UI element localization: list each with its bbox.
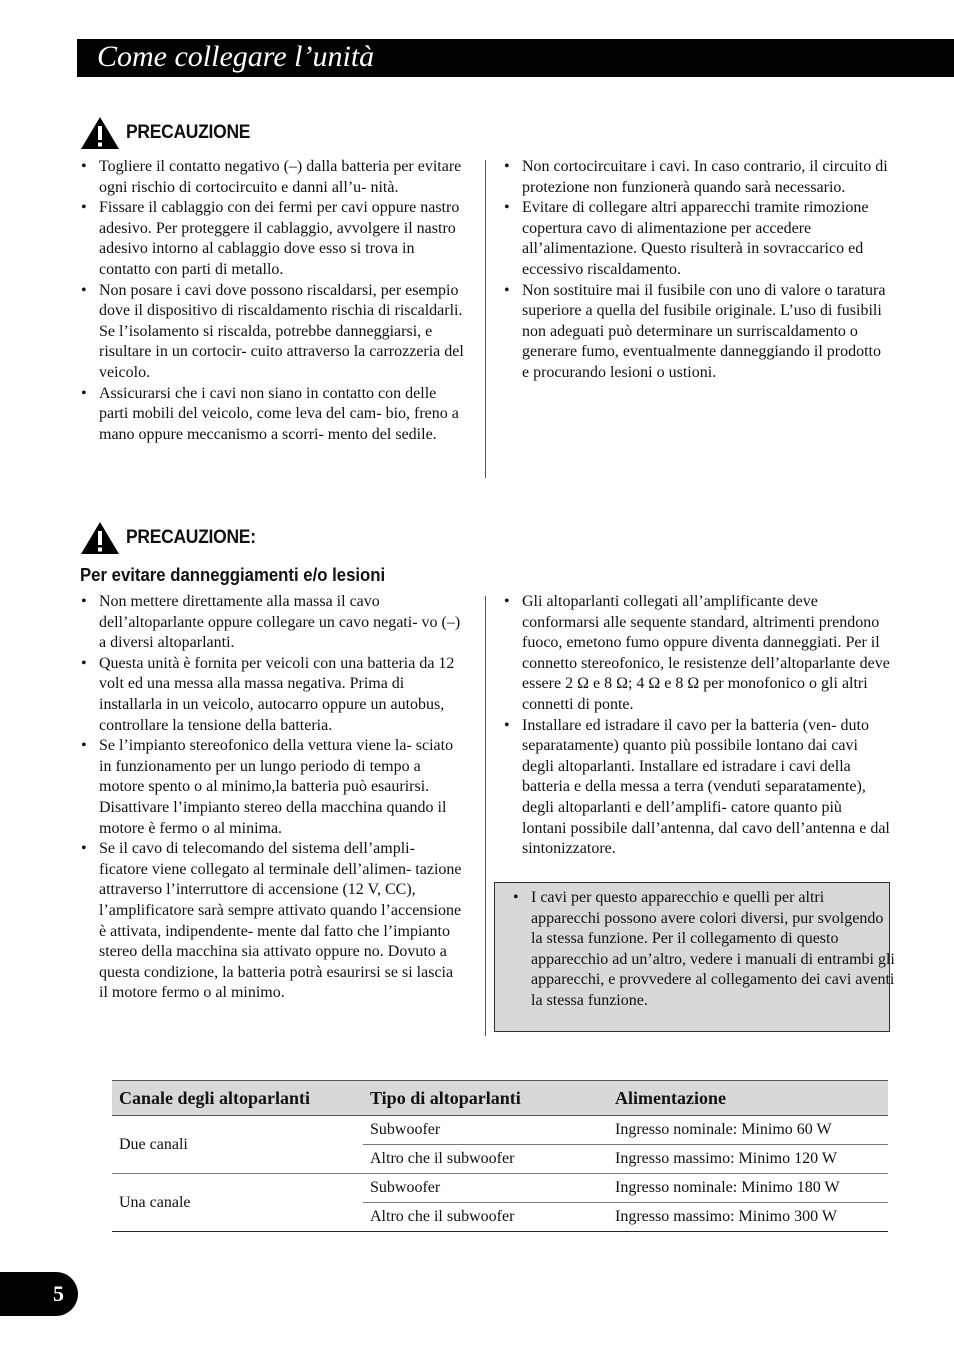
speaker-table [112, 1080, 888, 1232]
list-item: • Togliere il contatto negativo (–) dalla batteria per evitare ogni rischio di cortocircuito e danni all’u- nità. [79, 157, 465, 198]
channel-cell: Una canale [112, 1174, 363, 1232]
column-divider [485, 160, 486, 478]
list-item: • Questa unità è fornita per veicoli con una batteria da 12 volt ed una messa alla massa negativa. Prima di installarla in un veicolo, autocarro oppure un autobus, controllare la tensione della batteria. [79, 654, 465, 736]
caution2-left-column [79, 592, 465, 1004]
list-item: • Non cortocircuitare i cavi. In caso contrario, il circuito di protezione non funzionerà quando sarà necessario. [502, 157, 890, 198]
type-cell: Subwoofer [363, 1174, 608, 1203]
power-cell: Ingresso massimo: Minimo 120 W [608, 1145, 888, 1174]
table-row [112, 1174, 888, 1203]
list-item: • Non posare i cavi dove possono riscaldarsi, per esempio dove il dispositivo di riscaldamento rischia di riscaldarli. Se l’isolamento si riscalda, potrebbe danneggiarsi, e risultare in un cortocir- cuito attraverso la carrozzeria del veicolo. [79, 281, 465, 384]
type-cell: Subwoofer [363, 1116, 608, 1145]
caution-heading-1 [80, 116, 261, 150]
caution1-right-column [502, 157, 890, 384]
list-item: • Se il cavo di telecomando del sistema dell’ampli- ficatore viene collegato al terminale dell’alimen- tazione attraverso l’interruttore di accensione (12 V, CC), l’amplificatore sarà sempre attivato quando l’accensione è attivata, indipendente- mente dal fatto che l’impianto stereo della macchina sia attivato oppure no. Dovuto a questa condizione, la batteria potrà esaurirsi se si lascia il motore fermo o al minimo. [79, 839, 465, 1004]
table-header-row [112, 1081, 888, 1116]
list-item: • Fissare il cablaggio con dei fermi per cavi oppure nastro adesivo. Per proteggere il cablaggio, avvolgere il nastro adesivo intorno al cablaggio dove esso si trova in contatto con parti di metallo. [79, 198, 465, 280]
note-box [494, 882, 895, 1032]
type-cell: Altro che il subwoofer [363, 1203, 608, 1232]
caution2-subtitle: Per evitare danneggiamenti e/o lesioni [80, 565, 386, 585]
caution-label-1: PRECAUZIONE [126, 122, 251, 143]
header-type: Tipo di altoparlanti [363, 1081, 608, 1116]
list-item: • Non mettere direttamente alla massa il cavo dell’altoparlante oppure collegare un cavo negati- vo (–) a diversi altoparlanti. [79, 592, 465, 654]
page-number: 5 [0, 1272, 78, 1316]
caution-label-2: PRECAUZIONE: [126, 527, 256, 548]
list-item: • Se l’impianto stereofonico della vettura viene la- sciato in funzionamento per un lungo periodo di tempo a motore spento o al minimo,la batteria può esaurirsi. Disattivare l’impianto stereo della macchina quando il motore è fermo o al minima. [79, 736, 465, 839]
list-item: • Assicurarsi che i cavi non siano in contatto con delle parti mobili del veicolo, come leva del cam- bio, freno a mano oppure meccanismo a scorri- mento del sedile. [79, 384, 465, 446]
note-item: • I cavi per questo apparecchio e quelli per altri apparecchi possono avere colori diversi, pur svolgendo la stessa funzione. Per il collegamento di questo apparecchio ad un’altro, vedere i manuali di entrambi gli apparecchi, e provvedere al collegamento dei cavi aventi la stessa funzione. [511, 888, 895, 1012]
warning-icon [80, 116, 120, 150]
type-cell: Altro che il subwoofer [363, 1145, 608, 1174]
page-title-bar [77, 39, 954, 77]
column-divider [485, 596, 486, 1036]
list-item: • Gli altoparlanti collegati all’amplificante deve conformarsi alle sequente standard, altrimenti prendono fuoco, emetono fumo oppure diventa danneggiati. Per il connetto stereofonico, le resistenze dell’altoparlante deve essere 2 Ω e 8 Ω; 4 Ω e 8 Ω per monofonico o gli altri connetti di ponte. [502, 592, 890, 716]
header-channel: Canale degli altoparlanti [112, 1081, 363, 1116]
caution2-right-column [502, 592, 890, 860]
page-title: Come collegare l’unità [97, 40, 375, 73]
power-cell: Ingresso nominale: Minimo 180 W [608, 1174, 888, 1203]
list-item: • Non sostituire mai il fusibile con uno di valore o taratura superiore a quella del fusibile originale. L’uso di fusibili non adeguati può determinare un surriscaldamento o generare fumo, eventualmente danneggiando il prodotto e procurando lesioni o ustioni. [502, 281, 890, 384]
warning-icon [80, 521, 120, 555]
power-cell: Ingresso massimo: Minimo 300 W [608, 1203, 888, 1232]
list-item: • Installare ed istradare il cavo per la batteria (ven- duto separatamente) quanto più possibile lontano dai cavi degli altoparlanti. Installare ed istradare i cavi della batteria e della messa a terra (venduti separatamente), degli altoparlanti e dell’amplifi- catore quanto più lontani possibile dall’antenna, dal cavo dell’antenna e dal sintonizzatore. [502, 716, 890, 860]
list-item: • Evitare di collegare altri apparecchi tramite rimozione copertura cavo di alimentazione per accedere all’alimentazione. Questo risulterà in sovraccarico ed eccessivo riscaldamento. [502, 198, 890, 280]
header-power: Alimentazione [608, 1081, 888, 1116]
power-cell: Ingresso nominale: Minimo 60 W [608, 1116, 888, 1145]
channel-cell: Due canali [112, 1116, 363, 1174]
caution1-left-column [79, 157, 465, 445]
table-row [112, 1116, 888, 1145]
caution-heading-2 [80, 521, 267, 555]
